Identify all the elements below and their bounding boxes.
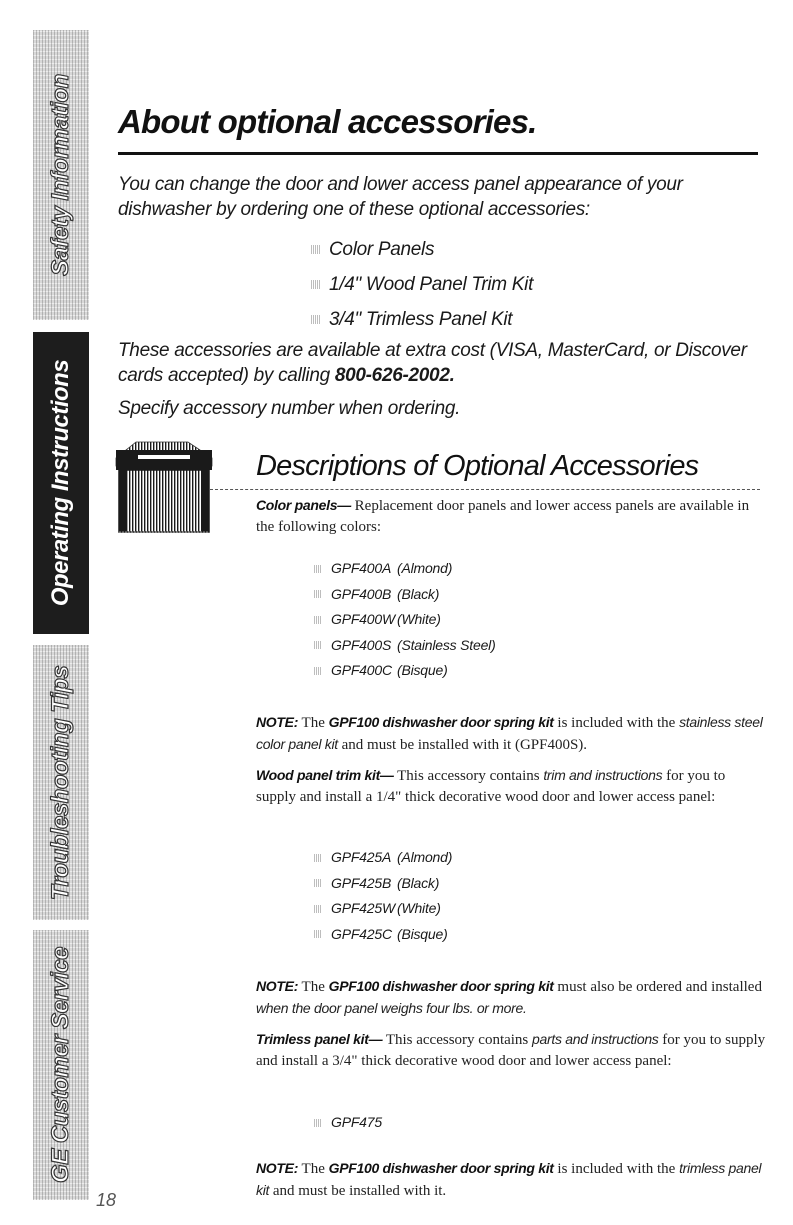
page-title: About optional accessories. [118,103,537,140]
bullet-icon [313,905,322,913]
trimless-paragraph: Trimless panel kit— This accessory contains parts and instructions for you to supply and install a 3/4" thick decorative wood door and lower access panel: [256,1031,766,1069]
color-panels-note: NOTE: The GPF100 dishwasher door spring kit is included with the stainless steel color panel kit and must be installed with it (GPF400S). [256,714,763,753]
descriptions-heading: Descriptions of Optional Accessories [256,450,699,482]
bullet-icon [310,280,320,289]
list-item: GPF400W (White) [313,607,496,633]
section-divider [210,489,760,490]
trimless-note: NOTE: The GPF100 dishwasher door spring kit is included with the trimless panel kit and must be installed with it. [256,1160,762,1199]
list-item: GPF425C (Bisque) [313,922,452,948]
list-item: GPF400A (Almond) [313,556,496,582]
bullet-icon [313,590,322,598]
list-item: GPF400S (Stainless Steel) [313,633,496,659]
wood-panel-note: NOTE: The GPF100 dishwasher door spring kit must also be ordered and installed when the door panel weighs four lbs. or more. [256,978,762,1016]
tab-label: Troubleshooting Tips [47,665,74,900]
title-divider [118,152,758,155]
page-number: 18 [96,1190,117,1210]
color-panels-paragraph: Color panels— Replacement door panels and lower access panels are available in the following colors: [256,497,750,535]
bullet-icon [313,565,322,573]
list-item: GPF400C (Bisque) [313,658,496,684]
list-item: 1/4" Wood Panel Trim Kit [310,267,533,302]
list-item: GPF425A (Almond) [313,845,452,871]
color-panel-models [313,556,496,684]
tab-operating-instructions[interactable] [33,332,89,634]
bullet-icon [313,667,322,675]
tab-label: Operating Instructions [47,359,74,607]
bullet-icon [313,879,322,887]
list-item: GPF475 [313,1110,397,1136]
tab-customer-service[interactable] [33,930,89,1200]
phone-number: 800-626-2002. [334,365,455,386]
list-item: GPF400B (Black) [313,582,496,608]
section-tabs [33,30,89,1200]
tab-troubleshooting-tips[interactable] [33,645,89,920]
list-item: GPF425B (Black) [313,871,452,897]
accessory-list [310,232,533,337]
tab-label: Safety Information [47,74,74,276]
bullet-icon [313,854,322,862]
wood-panel-paragraph: Wood panel trim kit— This accessory contains trim and instructions for you to supply and install a 1/4" thick decorative wood door and lower access panel: [256,767,726,805]
list-item: GPF425W (White) [313,896,452,922]
bullet-icon [313,930,322,938]
tab-safety-information[interactable] [33,30,89,320]
wood-panel-models [313,845,452,947]
list-item: 3/4" Trimless Panel Kit [310,302,533,337]
availability-paragraph: These accessories are available at extra cost (VISA, MasterCard, or Discover cards accepted) by calling 800-626-2002. [118,340,747,386]
bullet-icon [313,1119,322,1127]
trimless-models [313,1110,397,1136]
list-item: Color Panels [310,232,533,267]
tab-label: GE Customer Service [47,947,74,1183]
bullet-icon [313,616,322,624]
bullet-icon [310,245,320,254]
specify-note: Specify accessory number when ordering. [118,398,461,419]
bullet-icon [313,641,322,649]
bullet-icon [310,315,320,324]
dishwasher-illustration [114,440,214,540]
intro-paragraph: You can change the door and lower access panel appearance of your dishwasher by ordering one of these optional accessories: [118,174,683,220]
